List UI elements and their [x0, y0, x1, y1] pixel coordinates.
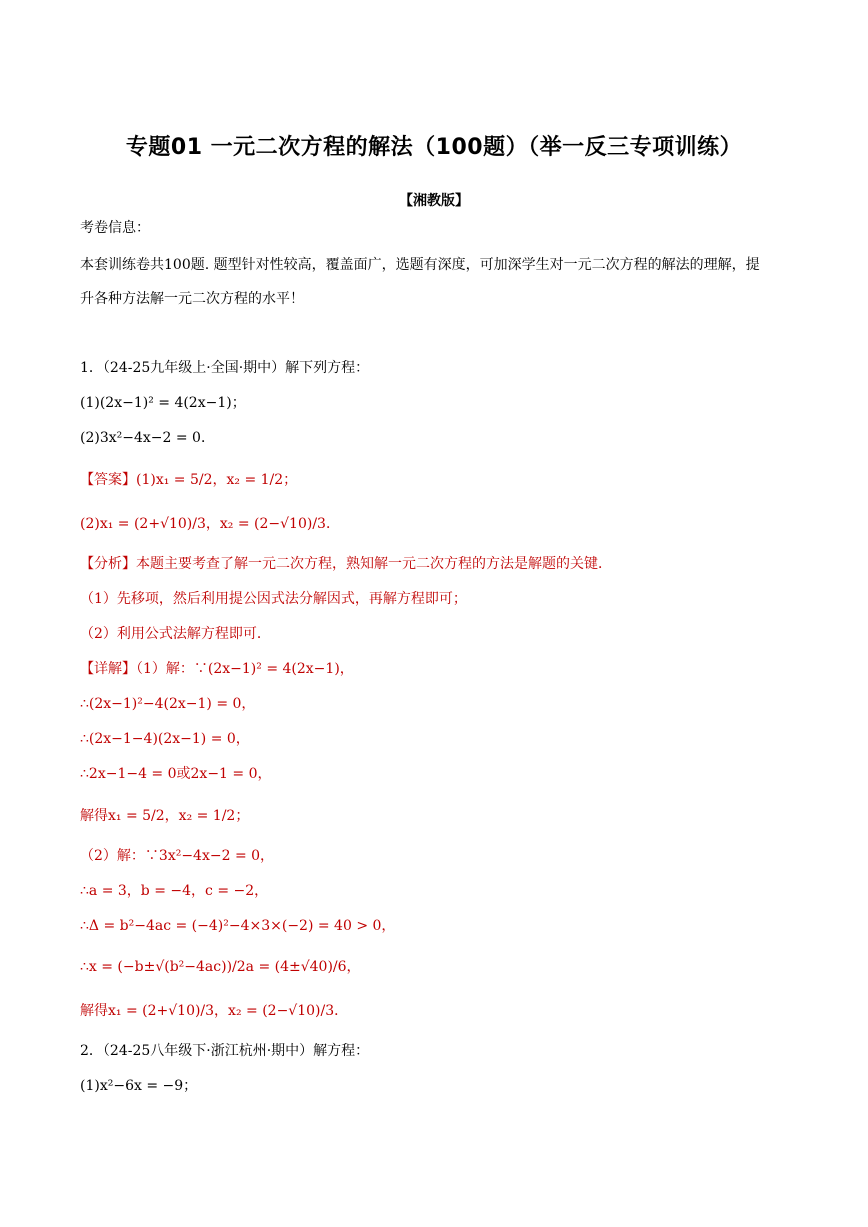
info-label: 考卷信息： [80, 220, 150, 236]
analysis-label: 【分析】 [80, 556, 136, 572]
detail-line-10: 解得x₁ = (2+√10)/3，x₂ = (2−√10)/3． [80, 1003, 349, 1019]
detail-line-1 [80, 659, 354, 679]
detail-line-9: ∴x = (−b±√(b²−4ac))/2a = (4±√40)/6， [80, 959, 361, 975]
detail-label: 【详解】 [80, 661, 136, 677]
analysis-step-1: （1）先移项，然后利用提公因式法分解因式，再解方程即可； [80, 591, 467, 607]
analysis-step-2: （2）利用公式法解方程即可． [80, 626, 271, 642]
edition-label: 【湘教版】 [399, 193, 469, 209]
question-1-part-1: (1)(2x−1)² = 4(2x−1)； [80, 395, 246, 411]
detail-line-4: ∴2x−1−4 = 0或2x−1 = 0， [80, 766, 272, 782]
detail-text-1: （1）解：∵(2x−1)² = 4(2x−1)， [136, 661, 354, 677]
answer-text-1: (1)x₁ = 5/2，x₂ = 1/2； [136, 472, 298, 488]
detail-line-8: ∴Δ = b²−4ac = (−4)²−4×3×(−2) = 40 > 0， [80, 918, 396, 934]
page-title: 专题01 一元二次方程的解法（100题）（举一反三专项训练） [125, 135, 743, 160]
answer-label: 【答案】 [80, 472, 136, 488]
question-2-header: 2．（24-25八年级下·浙江杭州·期中）解方程： [80, 1043, 370, 1059]
detail-line-2: ∴(2x−1)²−4(2x−1) = 0， [80, 696, 256, 712]
analysis-line [80, 554, 612, 574]
question-1-part-2: (2)3x²−4x−2 = 0． [80, 430, 215, 446]
detail-line-5: 解得x₁ = 5/2，x₂ = 1/2； [80, 808, 250, 824]
analysis-text: 本题主要考查了解一元二次方程，熟知解一元二次方程的方法是解题的关键． [136, 556, 612, 572]
detail-line-3: ∴(2x−1−4)(2x−1) = 0， [80, 731, 250, 747]
question-1-header: 1．（24-25九年级上·全国·期中）解下列方程： [80, 360, 370, 376]
answer-line-2: (2)x₁ = (2+√10)/3，x₂ = (2−√10)/3． [80, 516, 340, 532]
info-text-line-1: 本套训练卷共100题. 题型针对性较高，覆盖面广，选题有深度，可加深学生对一元二次方程的解法的理解，提 [80, 257, 760, 273]
detail-line-7: ∴a = 3，b = −4，c = −2， [80, 883, 269, 899]
info-text-line-2: 升各种方法解一元二次方程的水平！ [80, 291, 304, 307]
answer-line-1 [80, 470, 297, 490]
detail-line-6: （2）解：∵3x²−4x−2 = 0， [80, 848, 275, 864]
question-2-part-1: (1)x²−6x = −9； [80, 1078, 198, 1094]
